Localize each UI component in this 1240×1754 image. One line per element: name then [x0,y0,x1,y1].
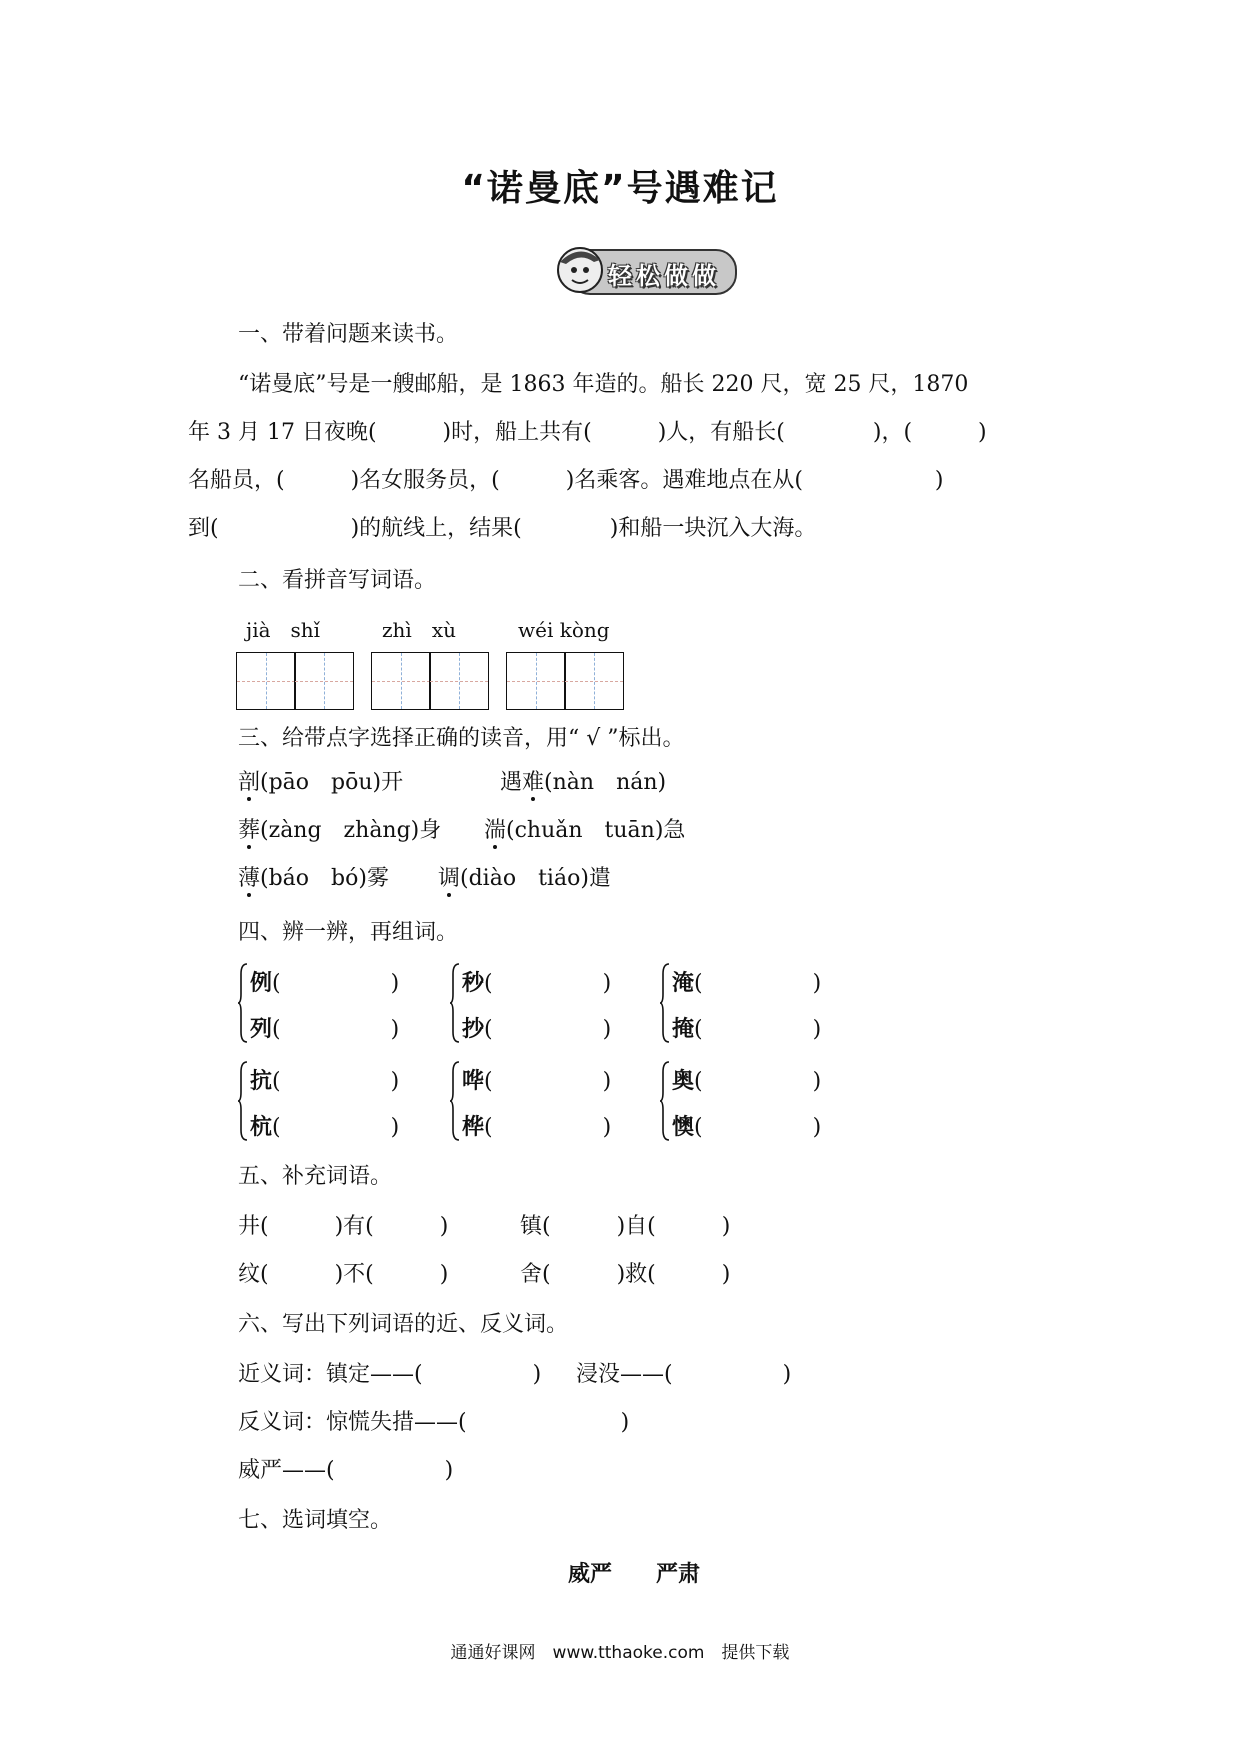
q4-blank: ( ) [694,1115,822,1140]
q2-heading: 二、看拼音写词语。 [238,568,437,593]
writing-box[interactable] [236,652,296,710]
q1-line-3: 名船员，( )名女服务员，( )名乘客。遇难地点在从( ) [188,468,944,493]
q1-line-4: 到( )的航线上，结果( )和船一块沉入大海。 [188,516,817,541]
page-footer: 通通好课网 www.tthaoke.com 提供下载 [450,1643,790,1663]
q3-options: (báo bó)雾 [260,866,389,891]
dotted-char: 剖 [238,770,261,795]
q4-char: 懊 [672,1114,695,1140]
q4-row [250,1066,399,1097]
q4-char: 桦 [462,1114,485,1140]
q6-heading: 六、写出下列词语的近、反义词。 [238,1312,569,1337]
q4-blank: ( ) [484,971,612,996]
q5-idiom: 纹( )不( ) [238,1262,449,1287]
q4-blank: ( ) [484,1069,612,1094]
writing-box[interactable] [506,652,566,710]
q7-heading: 七、选词填空。 [238,1508,393,1533]
q6-synonym-line-2: 浸没——( ) [576,1362,792,1387]
section-badge [550,242,740,298]
q5-idiom: 镇( )自( ) [520,1214,731,1239]
q3-item [238,768,403,798]
dotted-char: 难 [522,770,545,795]
q4-char: 例 [250,970,273,996]
q3-item [238,864,389,894]
q1-heading: 一、带着问题来读书。 [238,322,459,347]
dotted-char: 葬 [238,818,261,843]
q4-row [672,1066,821,1097]
dotted-char: 薄 [238,866,261,891]
brace-icon [238,962,248,1044]
q3-options: (diào tiáo)遣 [460,866,611,891]
q4-row [672,1014,821,1045]
q4-blank: ( ) [272,971,400,996]
q4-row [462,1066,611,1097]
q4-heading: 四、辨一辨，再组词。 [238,920,459,945]
q4-row [672,1112,821,1143]
q3-options: (nàn nán) [544,770,667,795]
q1-line-2: 年 3 月 17 日夜晚( )时，船上共有( )人，有船长( )，( ) [188,420,987,445]
q4-row [672,968,821,999]
q4-row [462,1112,611,1143]
brace-icon [450,962,460,1044]
page-title: “诺曼底”号遇难记 [461,168,779,209]
q6-antonym-line: 反义词：惊慌失措——( ) [238,1410,630,1435]
brace-icon [238,1060,248,1142]
q4-char: 淹 [672,970,695,996]
writing-box[interactable] [371,652,431,710]
q4-blank: ( ) [694,1017,822,1042]
q4-char: 哗 [462,1068,485,1094]
q6-synonym-line: 近义词：镇定——( ) [238,1362,542,1387]
q4-row [250,968,399,999]
q5-idiom: 舍( )救( ) [520,1262,731,1287]
q7-word-choices: 威严 严肃 [568,1562,701,1587]
q4-row [462,968,611,999]
writing-box[interactable] [564,652,624,710]
q4-char: 抄 [462,1016,485,1042]
q4-blank: ( ) [272,1017,400,1042]
q3-heading: 三、给带点字选择正确的读音，用“ √ ”标出。 [238,726,685,751]
q3-options: (chuǎn tuān)急 [506,818,686,843]
q3-item [438,864,611,894]
q4-blank: ( ) [272,1115,400,1140]
q3-item [238,816,441,846]
q3-prefix: 遇 [500,770,523,795]
pinyin-1: jià shǐ [246,618,321,642]
q3-options: (pāo pōu)开 [260,770,404,795]
writing-box[interactable] [429,652,489,710]
q4-char: 秒 [462,970,485,996]
q3-item [484,816,685,846]
q4-row [250,1014,399,1045]
q4-char: 奥 [672,1068,695,1094]
brace-icon [660,962,670,1044]
q1-line-1: “诺曼底”号是一艘邮船，是 1863 年造的。船长 220 尺，宽 25 尺，1870 [238,372,969,397]
q4-char: 杭 [250,1114,273,1140]
q4-row [462,1014,611,1045]
brace-icon [450,1060,460,1142]
q4-char: 列 [250,1016,273,1042]
q6-antonym-line-2: 威严——( ) [238,1458,454,1483]
writing-box[interactable] [294,652,354,710]
q4-blank: ( ) [484,1115,612,1140]
badge-label: 轻松做做 [608,262,720,290]
q5-heading: 五、补充词语。 [238,1164,393,1189]
brace-icon [660,1060,670,1142]
q4-blank: ( ) [694,971,822,996]
pinyin-2: zhì xù [382,618,456,642]
q4-blank: ( ) [694,1069,822,1094]
q5-idiom: 井( )有( ) [238,1214,449,1239]
q4-char: 抗 [250,1068,273,1094]
q4-row [250,1112,399,1143]
q3-item [500,768,666,798]
dotted-char: 调 [438,866,461,891]
q3-options: (zàng zhàng)身 [260,818,442,843]
pinyin-3: wéi kòng [518,618,610,642]
dotted-char: 湍 [484,818,507,843]
q4-blank: ( ) [272,1069,400,1094]
q4-char: 掩 [672,1016,695,1042]
q4-blank: ( ) [484,1017,612,1042]
